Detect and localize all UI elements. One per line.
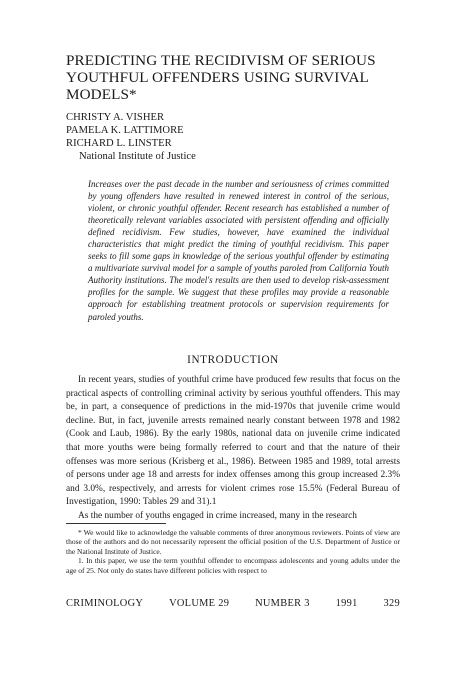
article-title: PREDICTING THE RECIDIVISM OF SERIOUS YOUTHFUL OFFENDERS USING SURVIVAL MODELS* [66, 52, 376, 103]
footnote: 1. In this paper, we use the term youthful offender to encompass adolescents and young adults under the age of 25. Not only do states have different policies with respect to [66, 556, 400, 575]
footnote: * We would like to acknowledge the valuable comments of three anonymous reviewers. Points of view are those of the authors and do not necessarily represent the official position of the U.S. Department of Justice or the National Institute of Justice. [66, 528, 400, 556]
body-text [66, 374, 400, 524]
journal-number: NUMBER 3 [255, 598, 310, 609]
author-name: RICHARD L. LINSTER [66, 138, 172, 149]
author-block [66, 111, 386, 163]
footnotes [66, 528, 400, 575]
journal-volume: VOLUME 29 [169, 598, 230, 609]
author-affiliation: National Institute of Justice [79, 151, 196, 162]
section-heading: INTRODUCTION [187, 354, 279, 366]
body-paragraph: In recent years, studies of youthful crime have produced few results that focus on the practical aspects of controlling criminal activity by serious youthful offenders. This may be, in part, a consequence of predictions in the mid-1970s that juvenile crime would decline. But, in fact, juvenile arrests remained nearly constant between 1978 and 1982 (Cook and Laub, 1986). By the early 1980s, national data on juvenile crime indicated that more youths were being formally referred to court and that the nature of their offenses was more serious (Krisberg et al., 1986). Between 1985 and 1989, total arrests of persons under age 18 and arrests for index offenses among this group increased 2.3% and 3.0%, respectively, and arrests for violent crimes rose 15.5% (Federal Bureau of Investigation, 1990: Tables 29 and 31).1 [66, 375, 400, 508]
body-paragraph: As the number of youths engaged in crime increased, many in the research [78, 510, 357, 521]
abstract: Increases over the past decade in the number and seriousness of crimes committed by young offenders have resulted in renewed interest in control of the serious, violent, or chronic youthful offender. Recent research has established a number of theoretically relevant variables associated with persistent offending and officially defined recidivism. Few studies, however, have examined the individual characteristics that might predict the timing of youthful recidivism. This paper seeks to fill some gaps in knowledge of the serious youthful offender by estimating a multivariate survival model for a sample of youths paroled from California Youth Authority institutions. The model's results are then used to develop risk-assessment profiles for the sample. We suggest that these profiles may provide a reasonable approach for establishing treatment protocols or supervision requirements for paroled youths. [88, 179, 389, 322]
author-name: PAMELA K. LATTIMORE [66, 125, 184, 136]
page-footer [66, 598, 400, 609]
page-number: 329 [383, 598, 400, 609]
author-name: CHRISTY A. VISHER [66, 112, 165, 123]
journal-name: CRIMINOLOGY [66, 598, 144, 609]
journal-year: 1991 [335, 598, 358, 609]
footnote-divider [66, 523, 166, 524]
